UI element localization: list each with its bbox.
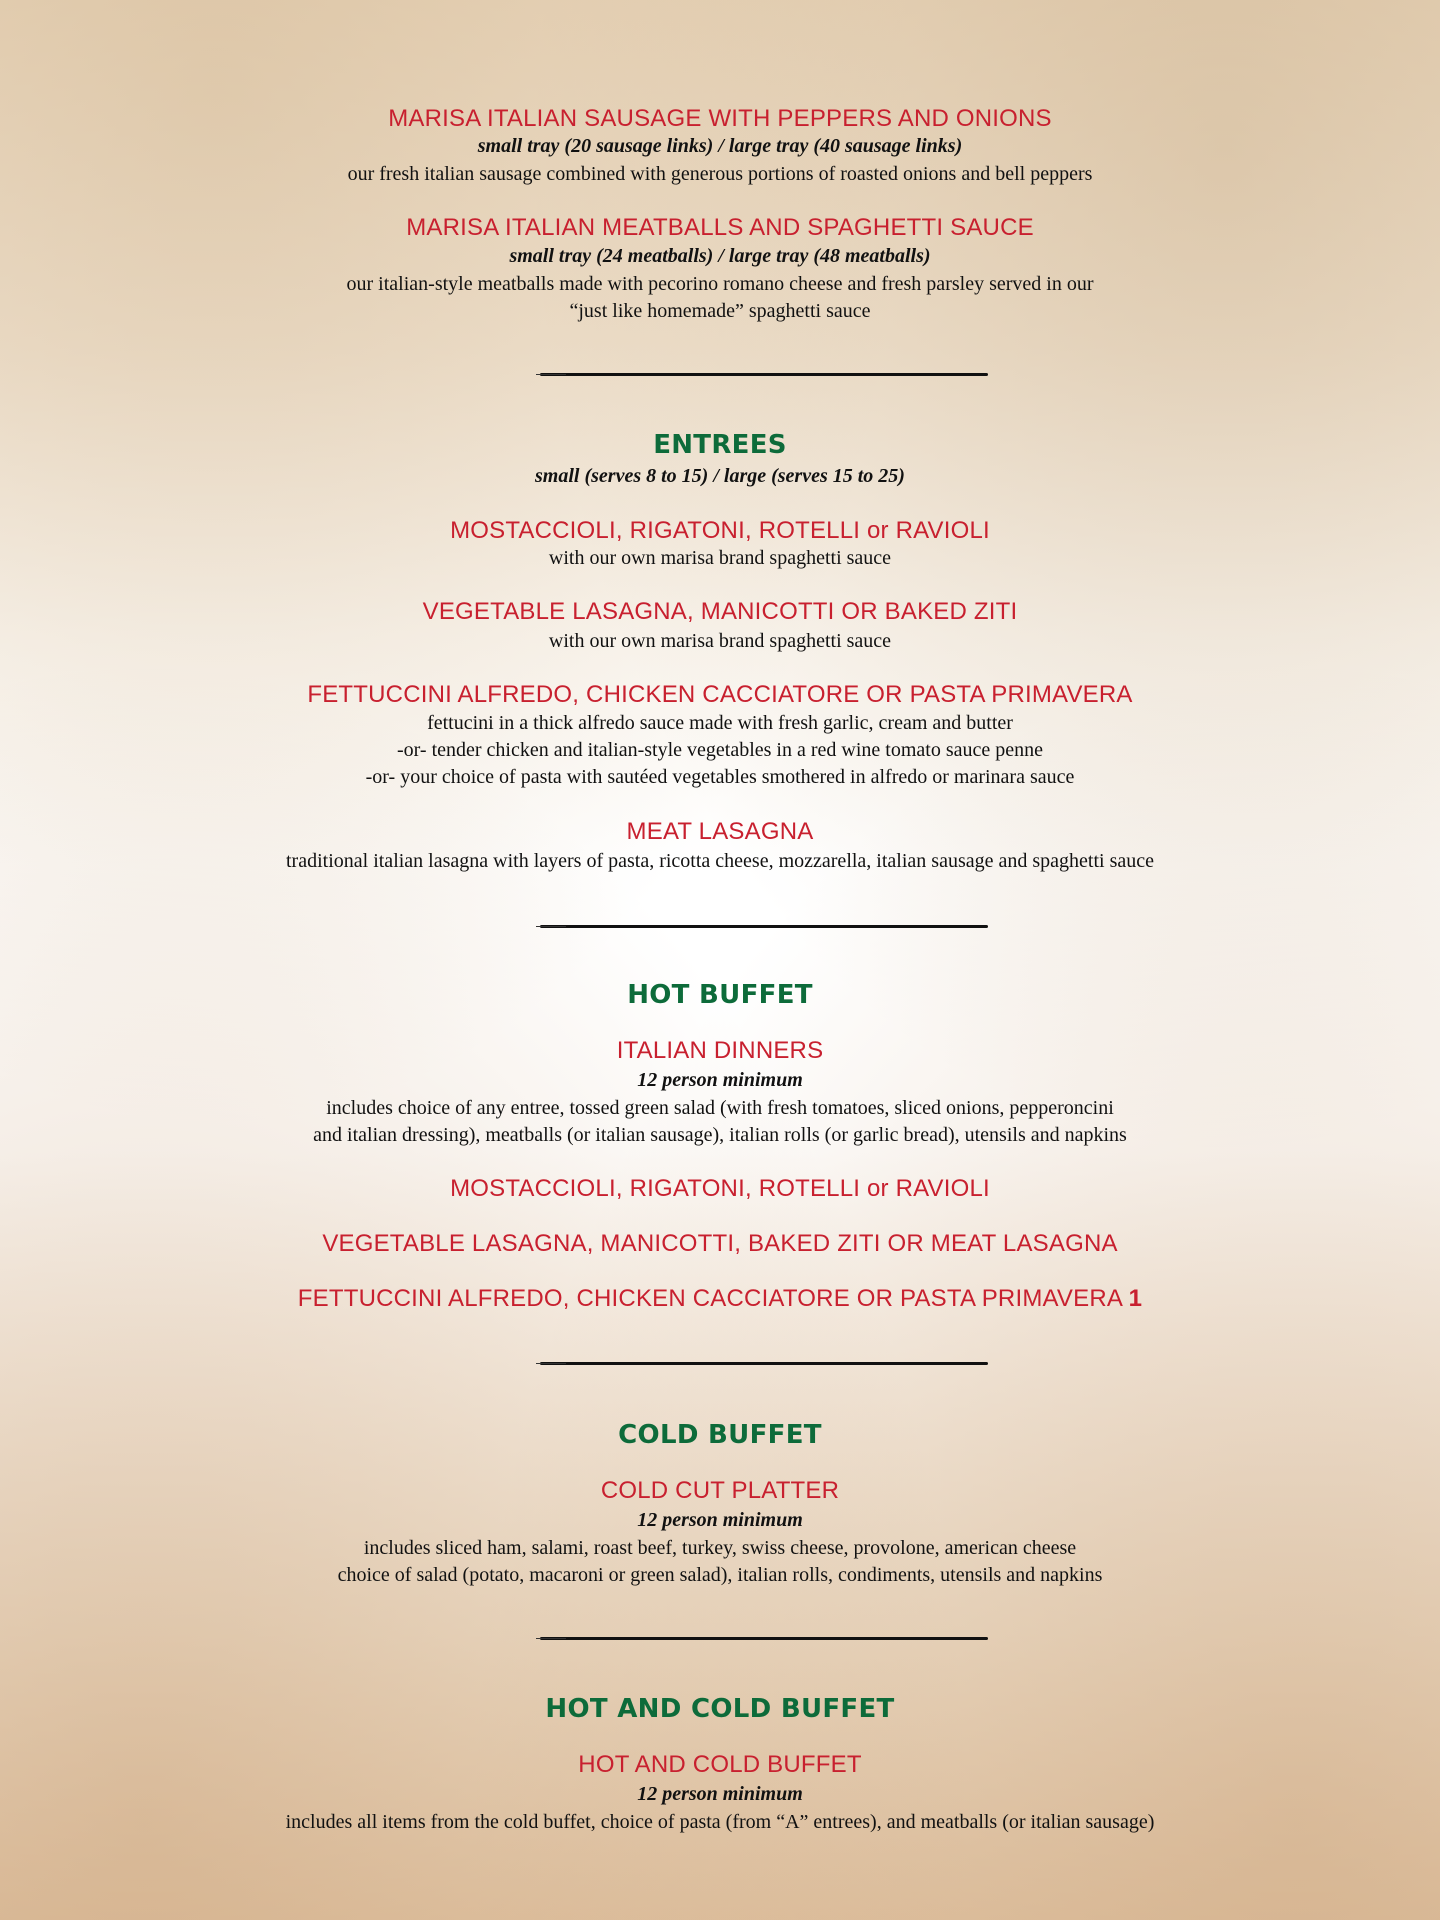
- entrees-heading: ENTREES: [653, 430, 787, 460]
- meatballs-description-line-2: “just like homemade” spaghetti sauce: [569, 300, 871, 322]
- italian-dinners-description-line-1: includes choice of any entree, tossed green salad (with fresh tomatoes, sliced onions, pepperoncini: [326, 1097, 1114, 1119]
- hot-buffet-option-label: FETTUCCINI ALFREDO, CHICKEN CACCIATORE OR PASTA PRIMAVERA: [297, 1285, 1122, 1312]
- hot-buffet-option: VEGETABLE LASAGNA, MANICOTTI, BAKED ZITI OR MEAT LASAGNA: [322, 1230, 1118, 1257]
- italian-dinners-title: ITALIAN DINNERS: [616, 1037, 824, 1064]
- hot-cold-buffet-heading: HOT AND COLD BUFFET: [545, 1694, 895, 1724]
- entree-item-description: fettucini in a thick alfredo sauce made with fresh garlic, cream and butter: [427, 712, 1013, 734]
- entree-item-description: -or- tender chicken and italian-style vegetables in a red wine tomato sauce penne: [397, 739, 1043, 761]
- entree-item-description: with our own marisa brand spaghetti sauce: [548, 630, 892, 652]
- cold-cut-platter-title: COLD CUT PLATTER: [600, 1477, 840, 1504]
- hot-buffet-option: MOSTACCIOLI, RIGATONI, ROTELLI or RAVIOLI: [450, 1175, 990, 1202]
- entree-item-title: MEAT LASAGNA: [626, 818, 814, 845]
- page-number: 1: [1128, 1285, 1143, 1312]
- meatballs-subtitle: small tray (24 meatballs) / large tray (48 meatballs): [509, 245, 931, 267]
- sausage-title: MARISA ITALIAN SAUSAGE WITH PEPPERS AND ONIONS: [388, 105, 1052, 132]
- hot-cold-buffet-minimum: 12 person minimum: [637, 1783, 803, 1805]
- entree-item-description: with our own marisa brand spaghetti sauce: [548, 547, 892, 569]
- entree-item-title: VEGETABLE LASAGNA, MANICOTTI OR BAKED ZITI: [422, 598, 1018, 625]
- entree-item-title: MOSTACCIOLI, RIGATONI, ROTELLI or RAVIOLI: [450, 517, 990, 544]
- section-divider: [540, 1362, 988, 1365]
- entrees-subtitle: small (serves 8 to 15) / large (serves 15 to 25): [535, 465, 905, 487]
- hot-cold-buffet-item-title: HOT AND COLD BUFFET: [578, 1751, 862, 1778]
- cold-cut-platter-description-line-2: choice of salad (potato, macaroni or green salad), italian rolls, condiments, utensils and napkins: [337, 1564, 1103, 1586]
- hot-buffet-option-with-page-number: [0, 1284, 1440, 1314]
- italian-dinners-minimum: 12 person minimum: [637, 1069, 803, 1091]
- section-divider: [540, 373, 988, 376]
- hot-buffet-heading: HOT BUFFET: [627, 980, 813, 1010]
- entree-item-description: -or- your choice of pasta with sautéed vegetables smothered in alfredo or marinara sauce: [365, 766, 1075, 788]
- meatballs-description-line-1: our italian-style meatballs made with pecorino romano cheese and fresh parsley served in our: [346, 273, 1094, 295]
- section-divider: [540, 925, 988, 928]
- sausage-description: our fresh italian sausage combined with generous portions of roasted onions and bell peppers: [347, 163, 1093, 185]
- section-divider: [540, 1637, 988, 1640]
- cold-cut-platter-description-line-1: includes sliced ham, salami, roast beef, turkey, swiss cheese, provolone, american cheese: [363, 1537, 1077, 1559]
- sausage-subtitle: small tray (20 sausage links) / large tray (40 sausage links): [477, 135, 963, 157]
- cold-buffet-heading: COLD BUFFET: [618, 1420, 822, 1450]
- meatballs-title: MARISA ITALIAN MEATBALLS AND SPAGHETTI SAUCE: [406, 214, 1034, 241]
- italian-dinners-description-line-2: and italian dressing), meatballs (or italian sausage), italian rolls (or garlic bread), utensils and napkins: [313, 1124, 1127, 1146]
- entree-item-description: traditional italian lasagna with layers of pasta, ricotta cheese, mozzarella, italian sausage and spaghetti sauce: [286, 850, 1154, 872]
- entree-item-title: FETTUCCINI ALFREDO, CHICKEN CACCIATORE OR PASTA PRIMAVERA: [307, 681, 1133, 708]
- hot-cold-buffet-description: includes all items from the cold buffet, choice of pasta (from “A” entrees), and meatballs (or italian sausage): [285, 1811, 1155, 1833]
- cold-cut-platter-minimum: 12 person minimum: [637, 1509, 803, 1531]
